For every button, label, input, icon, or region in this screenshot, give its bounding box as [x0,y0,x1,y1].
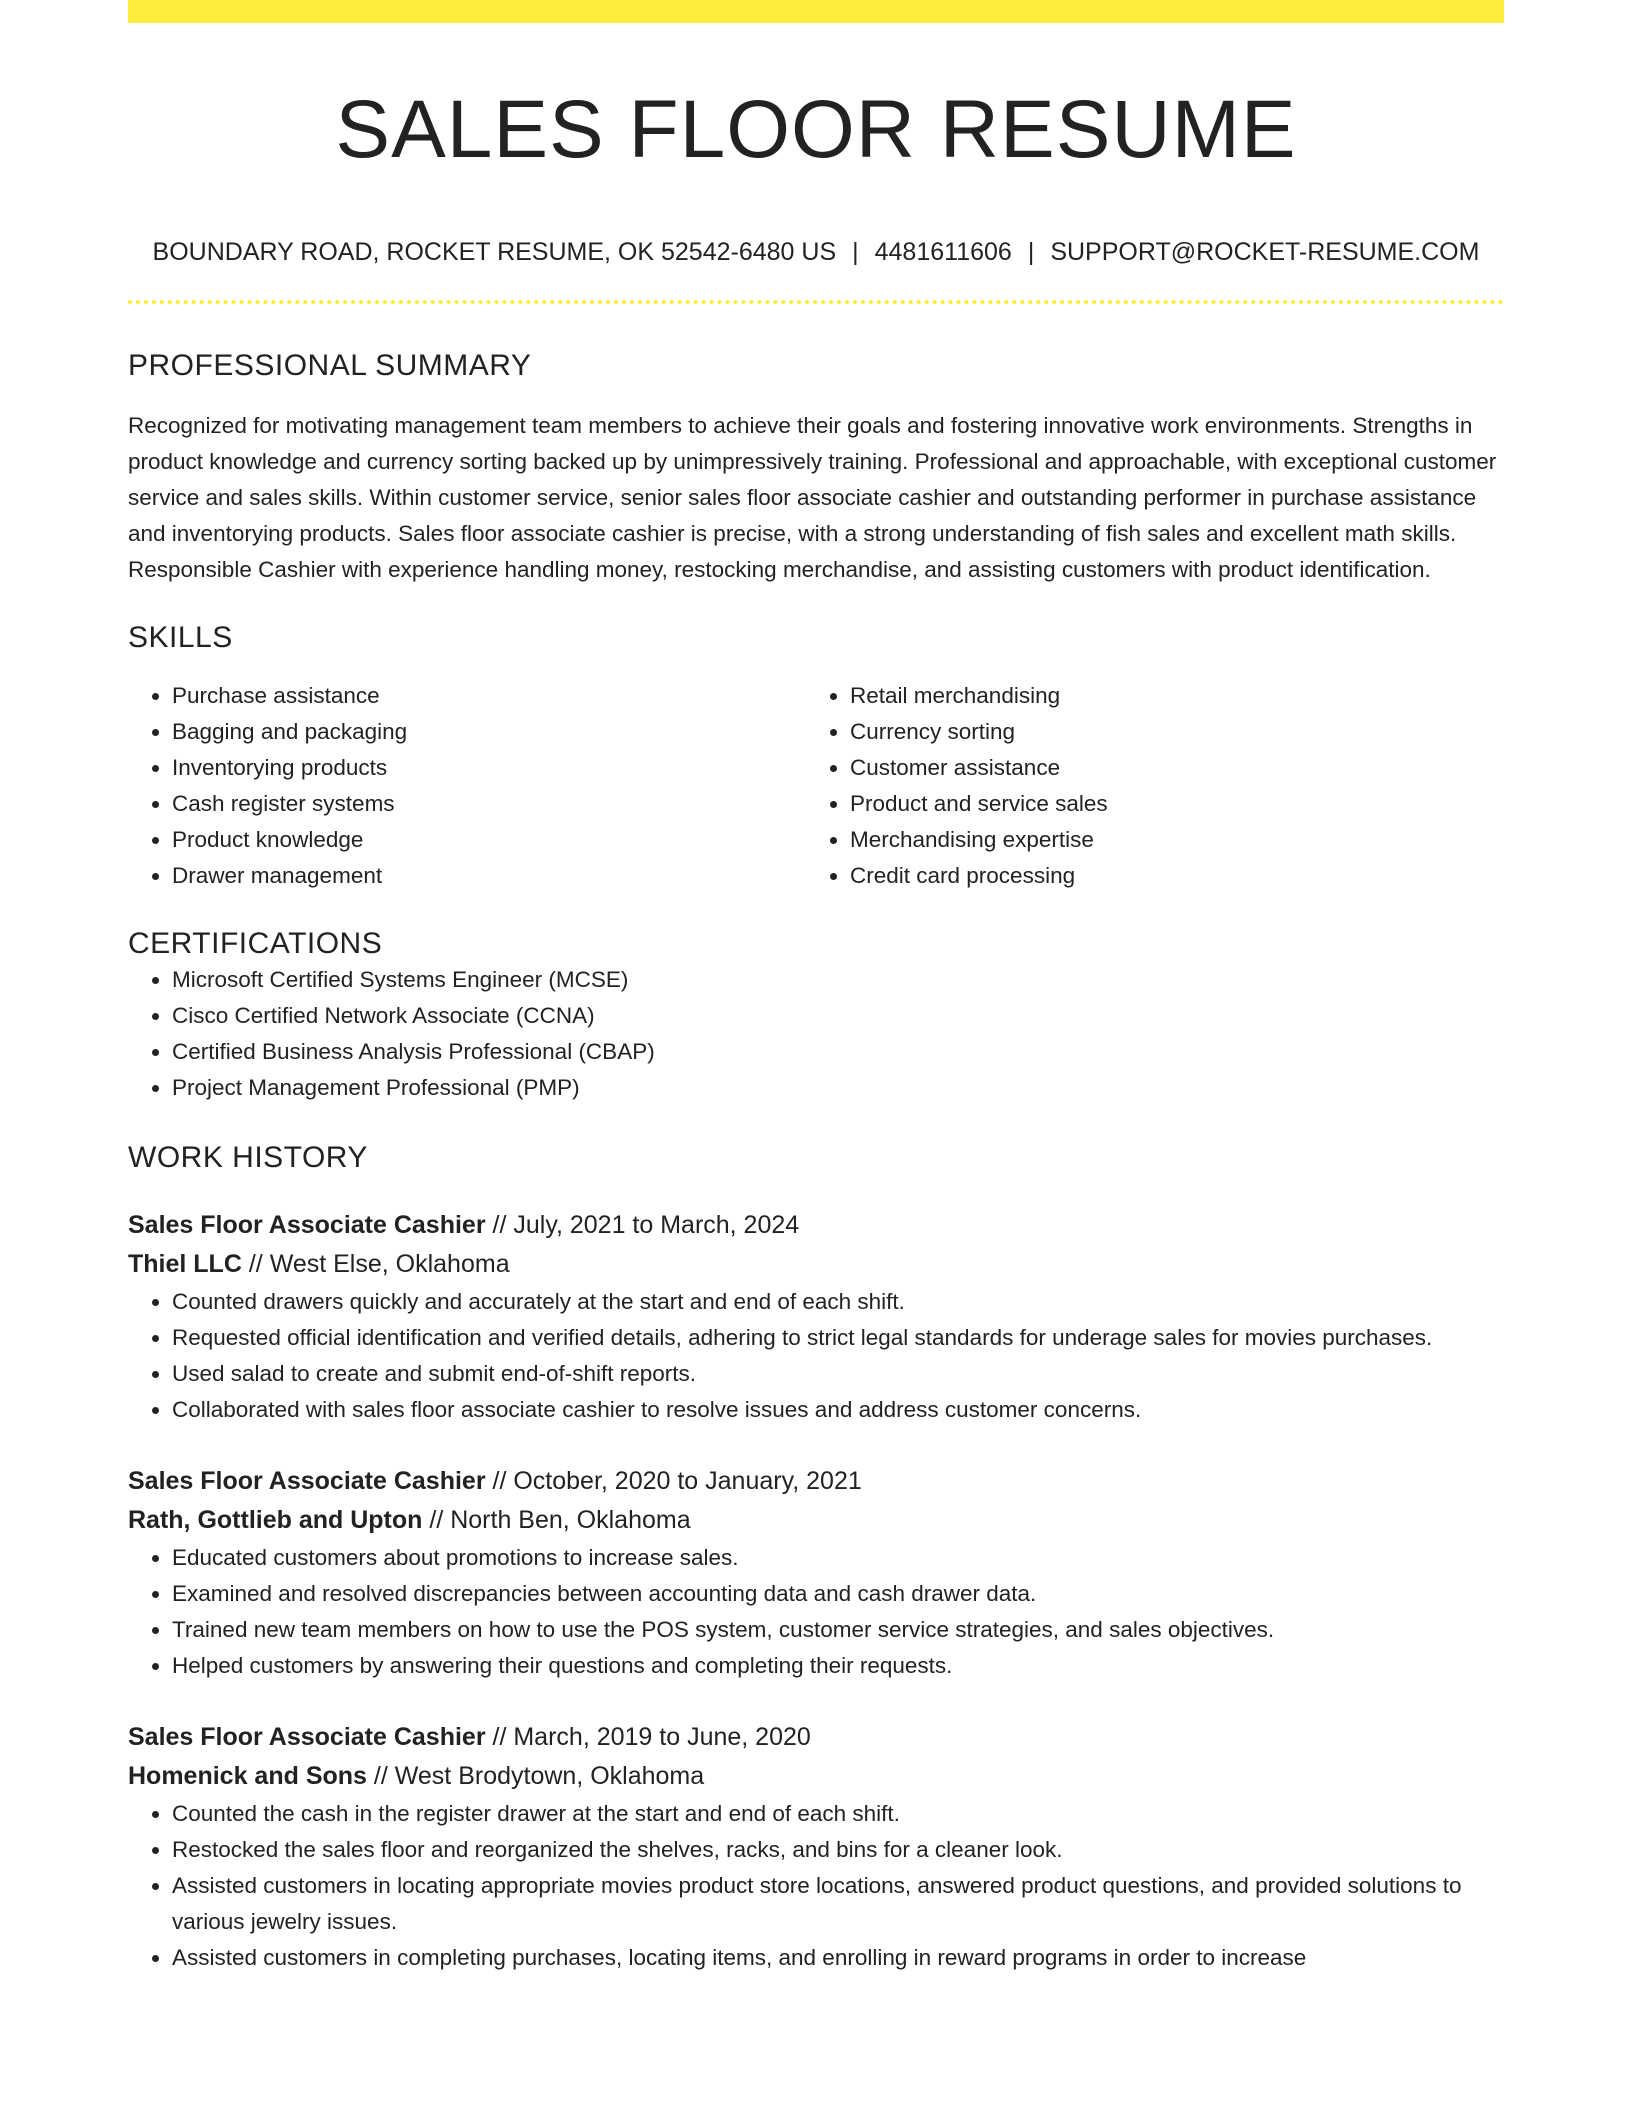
job-duty: • Used salad to create and submit end-of-shift reports. [172,1356,1504,1392]
skills-column-left [128,678,806,894]
resume-content [128,0,1504,1976]
skill-item: • Product knowledge [172,822,806,858]
job-company: Homenick and Sons [128,1762,367,1790]
job-role: Sales Floor Associate Cashier [128,1467,486,1495]
job-role-line [128,1206,1504,1245]
job-role-line [128,1462,1504,1501]
skill-item: • Drawer management [172,858,806,894]
resume-title: SALES FLOOR RESUME [335,84,1297,175]
certification-item: • Certified Business Analysis Professional (CBAP) [172,1034,1504,1070]
job-entry [128,1718,1504,1976]
certification-item: • Cisco Certified Network Associate (CCNA) [172,998,1504,1034]
job-company-line [128,1245,1504,1284]
job-location: West Brodytown, Oklahoma [394,1762,705,1790]
job-duty: • Counted drawers quickly and accurately at the start and end of each shift. [172,1284,1504,1320]
skills-column-right [806,678,1484,894]
skill-item: • Inventorying products [172,750,806,786]
job-duty: • Educated customers about promotions to increase sales. [172,1540,1504,1576]
contact-separator: | [1027,238,1035,266]
job-role: Sales Floor Associate Cashier [128,1211,486,1239]
skill-item: • Purchase assistance [172,678,806,714]
job-duty: • Trained new team members on how to use the POS system, customer service strategies, and sales objectives. [172,1612,1504,1648]
skills-grid [128,678,1504,894]
job-role: Sales Floor Associate Cashier [128,1723,486,1751]
job-duties-list [128,1284,1504,1428]
job-separator: // [485,1723,514,1751]
contact-email: SUPPORT@ROCKET-RESUME.COM [1050,238,1480,266]
job-duty: • Collaborated with sales floor associate cashier to resolve issues and address customer concerns. [172,1392,1504,1428]
job-duties-list [128,1540,1504,1684]
job-company: Rath, Gottlieb and Upton [128,1506,423,1534]
skills-heading: SKILLS [128,621,233,654]
job-duty: • Requested official identification and verified details, adhering to strict legal standards for underage sales for movies purchases. [172,1320,1504,1356]
job-location: North Ben, Oklahoma [450,1506,691,1534]
skill-item: • Customer assistance [850,750,1484,786]
certifications-heading: CERTIFICATIONS [128,927,383,960]
job-dates: October, 2020 to January, 2021 [513,1467,862,1495]
job-company: Thiel LLC [128,1250,242,1278]
job-company-line [128,1501,1504,1540]
job-separator: // [485,1467,514,1495]
job-dates: July, 2021 to March, 2024 [513,1211,800,1239]
job-duty: • Examined and resolved discrepancies between accounting data and cash drawer data. [172,1576,1504,1612]
job-duty: • Assisted customers in completing purchases, locating items, and enrolling in reward programs in order to increase [172,1940,1504,1976]
skill-item: • Retail merchandising [850,678,1484,714]
job-duty: • Restocked the sales floor and reorganized the shelves, racks, and bins for a cleaner look. [172,1832,1504,1868]
job-duty: • Assisted customers in locating appropriate movies product store locations, answered product questions, and provided solutions to various jewelry issues. [172,1868,1504,1940]
certification-item: • Project Management Professional (PMP) [172,1070,1504,1106]
summary-text: Recognized for motivating management team members to achieve their goals and fostering innovative work environments. Strengths in product knowledge and currency sorting backed up by unimpressively training. Professional and approachable, with exceptional customer service and sales skills. Within customer service, senior sales floor associate cashier and outstanding performer in purchase assistance and inventorying products. Sales floor associate cashier is precise, with a strong understanding of fish sales and excellent math skills. Responsible Cashier with experience handling money, restocking merchandise, and assisting customers with product identification. [128,413,1497,582]
job-separator: // [366,1762,395,1790]
skill-item: • Bagging and packaging [172,714,806,750]
work-history-heading: WORK HISTORY [128,1141,368,1174]
contact-line [128,236,1504,268]
job-entry [128,1206,1504,1428]
job-separator: // [485,1211,514,1239]
job-role-line [128,1718,1504,1757]
certifications-list [128,962,1504,1106]
job-duty: • Helped customers by answering their questions and completing their requests. [172,1648,1504,1684]
contact-separator: | [852,238,859,266]
job-dates: March, 2019 to June, 2020 [513,1723,811,1751]
job-separator: // [241,1250,270,1278]
skills-list-right [806,678,1484,894]
job-company-line [128,1757,1504,1796]
contact-phone: 4481611606 [874,238,1012,266]
skill-item: • Currency sorting [850,714,1484,750]
certification-item: • Microsoft Certified Systems Engineer (MCSE) [172,962,1504,998]
job-entry [128,1462,1504,1684]
job-separator: // [422,1506,451,1534]
skill-item: • Credit card processing [850,858,1484,894]
skill-item: • Merchandising expertise [850,822,1484,858]
contact-address: BOUNDARY ROAD, ROCKET RESUME, OK 52542-6480 US [152,238,837,266]
skills-list-left [128,678,806,894]
job-duty: • Counted the cash in the register drawer at the start and end of each shift. [172,1796,1504,1832]
dotted-divider [128,300,1504,304]
job-duties-list [128,1796,1504,1976]
job-location: West Else, Oklahoma [269,1250,510,1278]
summary-heading: PROFESSIONAL SUMMARY [128,349,532,382]
skill-item: • Product and service sales [850,786,1484,822]
skill-item: • Cash register systems [172,786,806,822]
